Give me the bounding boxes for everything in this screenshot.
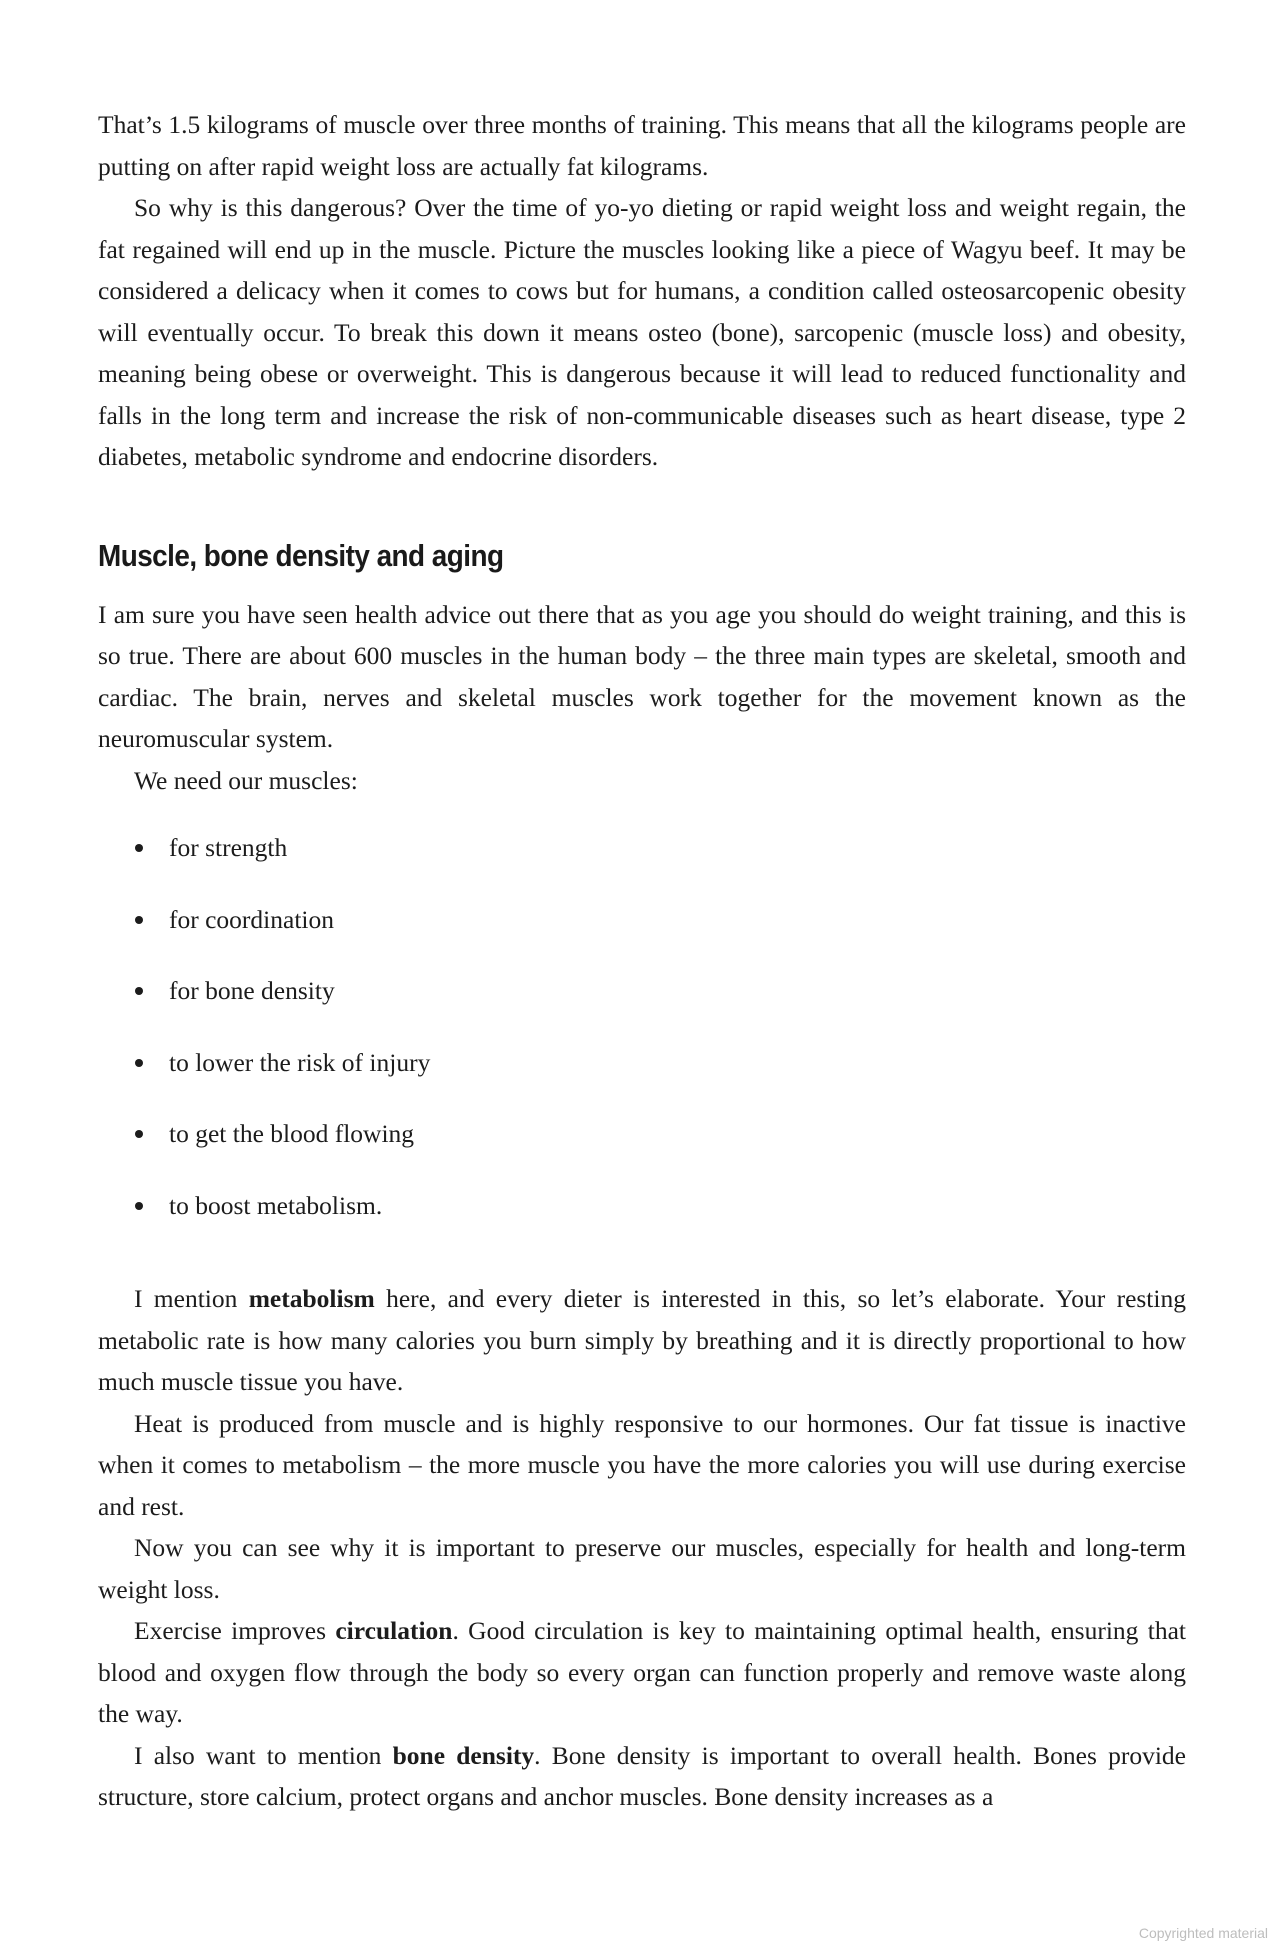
- paragraph-preserve: Now you can see why it is important to preserve our muscles, especially for health and long-term weight loss.: [98, 1533, 1186, 1604]
- list-item: for strength: [98, 827, 1186, 899]
- bold-term-bone-density: bone density: [392, 1740, 535, 1770]
- copyright-watermark: Copyrighted material: [1138, 1925, 1268, 1941]
- paragraph-metabolism: I mention metabolism here, and every dieter is interested in this, so let’s elaborate. Your resting metabolic rate is how many calories you burn simply by breathing and it is directly proportional to how much muscle tissue you have.: [98, 1284, 1186, 1396]
- paragraph-muscle-gain: That’s 1.5 kilograms of muscle over three months of training. This means that all the kilograms people are putting on after rapid weight loss are actually fat kilograms.: [98, 110, 1186, 181]
- paragraph-bone-density: I also want to mention bone density. Bone density is important to overall health. Bones provide structure, store calcium, protect organs and anchor muscles. Bone density increases as a: [98, 1740, 1186, 1811]
- paragraph-weight-training: I am sure you have seen health advice out there that as you age you should do weight training, and this is so true. There are about 600 muscles in the human body – the three main types are skeletal, smooth and cardiac. The brain, nerves and skeletal muscles work together for the movement known as the neuromuscular system.: [98, 599, 1186, 753]
- bullet-icon: [135, 1202, 143, 1210]
- paragraph-need-muscles: We need our muscles:: [134, 765, 358, 795]
- bullet-icon: [135, 844, 143, 852]
- section-heading: Muscle, bone density and aging: [98, 537, 504, 573]
- bullet-icon: [135, 916, 143, 924]
- list-item: to get the blood flowing: [98, 1113, 1186, 1185]
- bullet-icon: [135, 1059, 143, 1067]
- bullet-icon: [135, 1130, 143, 1138]
- paragraph-circulation: Exercise improves circulation. Good circulation is key to maintaining optimal health, ensuring that blood and oxygen flow through the body so every organ can function properly and remove waste along the way.: [98, 1616, 1186, 1728]
- bold-term-metabolism: metabolism: [248, 1284, 375, 1313]
- document-page: [98, 104, 1186, 1818]
- paragraph-heat: Heat is produced from muscle and is highly responsive to our hormones. Our fat tissue is inactive when it comes to metabolism – the more muscle you have the more calories you will use during exercise and rest.: [98, 1408, 1186, 1521]
- list-item: for bone density: [98, 970, 1186, 1042]
- list-item: for coordination: [98, 899, 1186, 971]
- muscle-benefits-list: [98, 827, 1186, 1256]
- list-item: to boost metabolism.: [98, 1185, 1186, 1257]
- paragraph-yo-yo-dieting: So why is this dangerous? Over the time of yo-yo dieting or rapid weight loss and weight regain, the fat regained will end up in the muscle. Picture the muscles looking like a piece of Wagyu beef. It may be considered a delicacy when it comes to cows but for humans, a condition called osteosarcopenic obesity will eventually occur. To break this down it means osteo (bone), sarcopenic (muscle loss) and obesity, meaning being obese or overweight. This is dangerous because it will lead to reduced functionality and falls in the long term and increase the risk of non-communicable diseases such as heart disease, type 2 diabetes, metabolic syndrome and endocrine disorders.: [98, 193, 1186, 471]
- list-item: to lower the risk of injury: [98, 1042, 1186, 1114]
- bold-term-circulation: circulation: [335, 1616, 453, 1645]
- bullet-icon: [135, 987, 143, 995]
